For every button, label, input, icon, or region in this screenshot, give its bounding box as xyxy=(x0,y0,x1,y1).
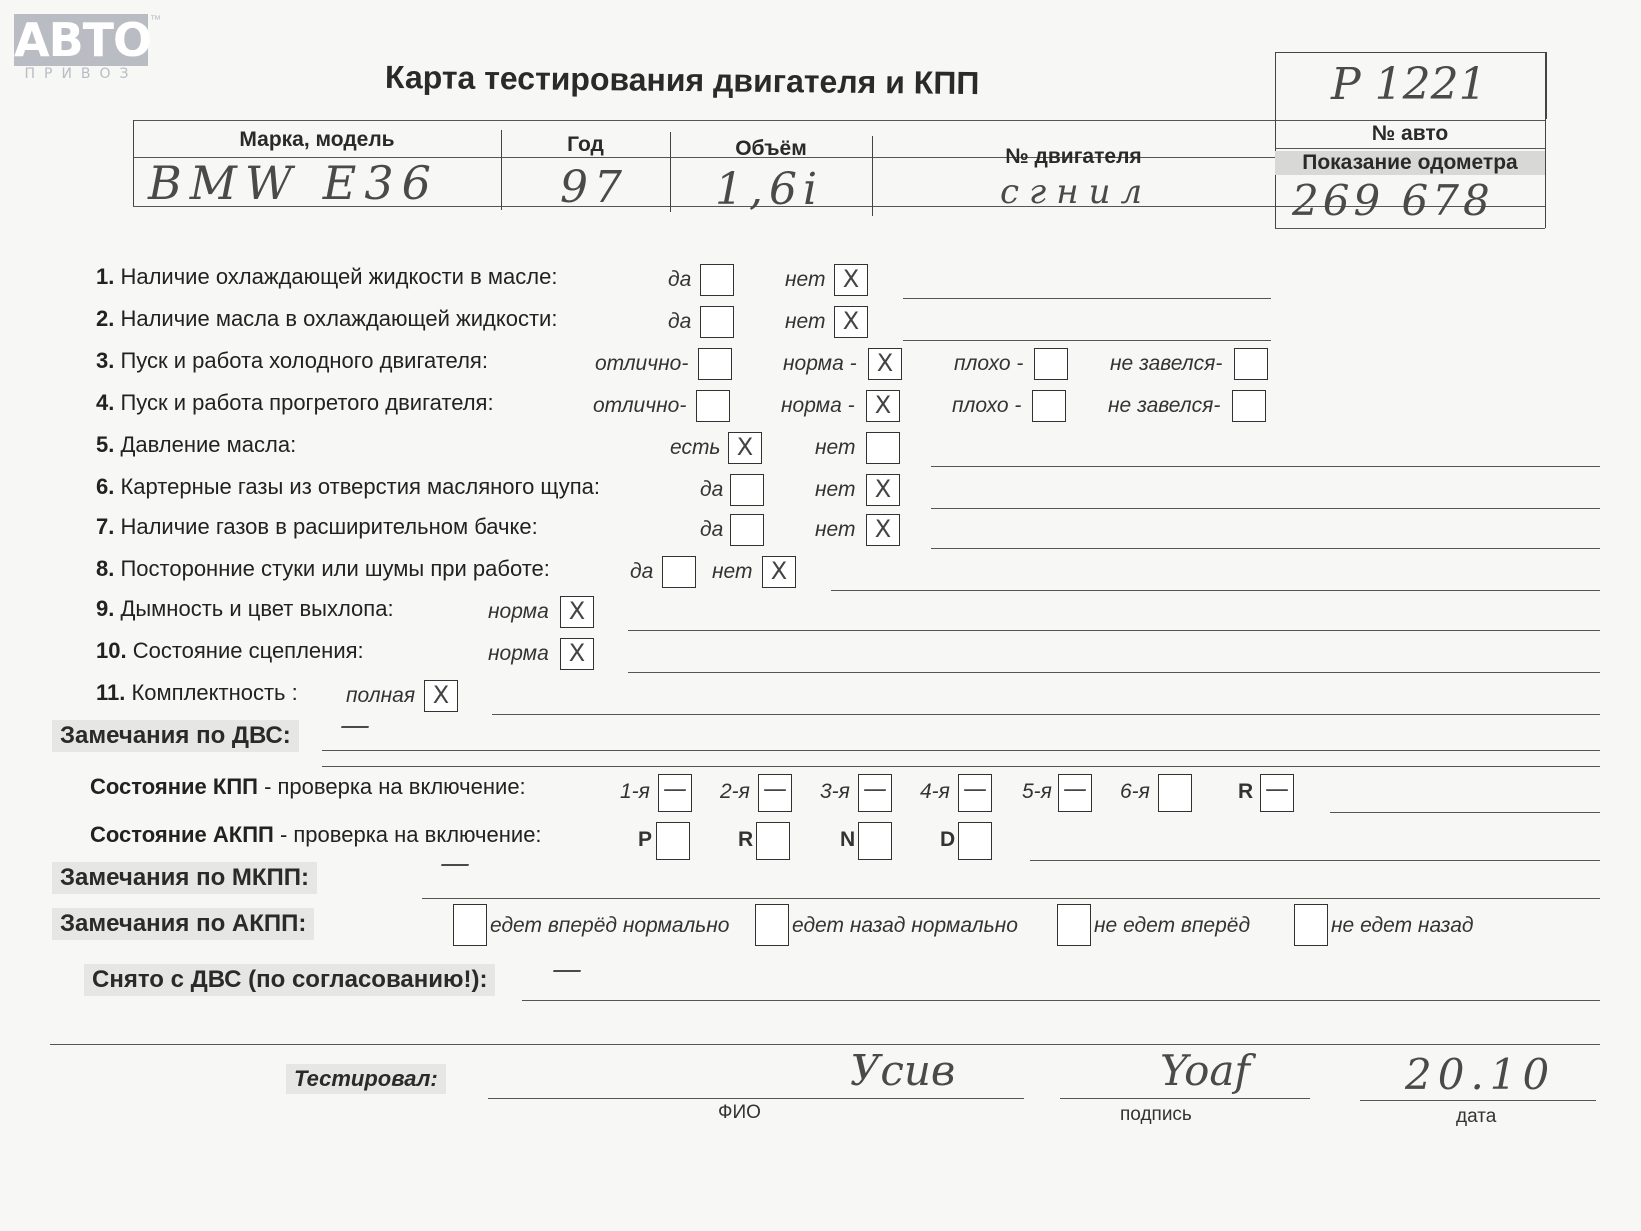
remarks-mkpp-value: — xyxy=(440,846,470,881)
logo-subtitle: ПРИВОЗ xyxy=(24,66,138,82)
item-text: Давление масла: xyxy=(120,432,297,457)
remarks-line xyxy=(903,340,1271,341)
date-caption: дата xyxy=(1456,1106,1497,1127)
option-checkbox[interactable] xyxy=(700,264,734,296)
option-checkbox[interactable] xyxy=(700,306,734,338)
gear-checkbox[interactable]: — xyxy=(858,774,892,812)
option-label: норма xyxy=(488,642,549,665)
gear-label: 5-я xyxy=(1022,780,1052,803)
item-number: 9. xyxy=(96,596,121,621)
year-value: 97 xyxy=(560,162,628,213)
remarks-line xyxy=(931,508,1600,509)
remarks-line xyxy=(931,548,1600,549)
item-text: Комплектность : xyxy=(131,680,298,705)
gear-label: 1-я xyxy=(620,780,650,803)
col-make-header: Марка, модель xyxy=(239,128,395,151)
option-checkbox[interactable]: X xyxy=(868,348,902,380)
gear-checkbox[interactable]: — xyxy=(1260,774,1294,812)
mode-label: N xyxy=(840,828,856,851)
remarks-dvs-label: Замечания по ДВС: xyxy=(52,720,299,752)
mode-checkbox[interactable] xyxy=(756,822,790,860)
item-number: 7. xyxy=(96,514,121,539)
checklist-item-label xyxy=(96,638,364,664)
checklist-item-label xyxy=(96,596,394,622)
gear-checkbox[interactable]: — xyxy=(958,774,992,812)
option-checkbox[interactable]: X xyxy=(762,556,796,588)
option-label: отлично- xyxy=(593,394,687,417)
mode-checkbox[interactable] xyxy=(858,822,892,860)
akpp-label xyxy=(90,822,542,848)
option-checkbox[interactable]: X xyxy=(560,638,594,670)
akpp-remark-checkbox[interactable] xyxy=(1294,904,1328,946)
remarks-line xyxy=(831,590,1600,591)
option-checkbox[interactable] xyxy=(1034,348,1068,380)
akpp-remark-label: едет вперёд нормально xyxy=(490,914,730,937)
gear-checkbox[interactable] xyxy=(1158,774,1192,812)
option-checkbox[interactable] xyxy=(730,514,764,546)
akpp-remark-label: едет назад нормально xyxy=(792,914,1018,937)
option-checkbox[interactable]: X xyxy=(424,680,458,712)
option-label: плохо - xyxy=(954,352,1024,375)
option-label: полная xyxy=(346,684,416,707)
akpp-label-rest: - проверка на включение: xyxy=(273,822,542,847)
akpp-remark-checkbox[interactable] xyxy=(453,904,487,946)
option-label: нет xyxy=(712,560,753,583)
make-value: BMW E36 xyxy=(148,156,439,210)
gear-label: 2-я xyxy=(720,780,750,803)
option-label: норма xyxy=(488,600,549,623)
remarks-akpp-label: Замечания по АКПП: xyxy=(52,908,314,940)
option-label: норма - xyxy=(781,394,855,417)
option-label: нет xyxy=(785,310,826,333)
option-label: да xyxy=(700,478,724,501)
mode-label: P xyxy=(638,828,653,851)
col-engine-no-header: № двигателя xyxy=(1005,145,1142,168)
option-label: норма - xyxy=(783,352,857,375)
remarks-line xyxy=(628,630,1600,631)
auto-number-box xyxy=(1275,52,1547,119)
remarks-line xyxy=(903,298,1271,299)
option-checkbox[interactable] xyxy=(698,348,732,380)
kpp-label-bold: Состояние КПП xyxy=(90,774,258,799)
item-number: 8. xyxy=(96,556,121,581)
option-label: да xyxy=(630,560,654,583)
option-label: не завелся- xyxy=(1110,352,1223,375)
col-year-header: Год xyxy=(567,133,604,156)
option-checkbox[interactable] xyxy=(696,390,730,422)
checklist-item-label xyxy=(96,680,298,706)
option-checkbox[interactable] xyxy=(866,432,900,464)
removed-label: Снято с ДВС (по согласованию!): xyxy=(84,964,495,996)
engine-no-value: сгнил xyxy=(1000,172,1153,212)
option-label: нет xyxy=(815,436,856,459)
option-label: плохо - xyxy=(952,394,1022,417)
gear-checkbox[interactable]: — xyxy=(658,774,692,812)
mode-checkbox[interactable] xyxy=(958,822,992,860)
signature-value: Yoaf xyxy=(1160,1046,1250,1095)
remarks-dvs-line-2 xyxy=(322,766,1600,767)
option-checkbox[interactable]: X xyxy=(834,264,868,296)
date-value: 20.10 xyxy=(1405,1050,1556,1099)
akpp-remark-label: не едет назад xyxy=(1331,914,1474,937)
odometer-value: 269 678 xyxy=(1292,176,1494,225)
trademark-mark: ™ xyxy=(150,14,161,26)
option-label: да xyxy=(668,310,692,333)
checklist-item-label xyxy=(96,514,538,540)
option-checkbox[interactable] xyxy=(662,556,696,588)
item-text: Дымность и цвет выхлопа: xyxy=(120,596,394,621)
option-checkbox[interactable]: X xyxy=(866,514,900,546)
checklist-item-label xyxy=(96,264,557,290)
fio-value: Усив xyxy=(850,1046,956,1095)
checklist-item-label xyxy=(96,556,550,582)
item-number: 10. xyxy=(96,638,133,663)
auto-number-value: P 1221 xyxy=(1331,59,1487,110)
mode-checkbox[interactable] xyxy=(656,822,690,860)
item-number: 3. xyxy=(96,348,121,373)
mode-label: D xyxy=(940,828,956,851)
tested-label: Тестировал: xyxy=(286,1064,446,1094)
remarks-mkpp-label: Замечания по МКПП: xyxy=(52,862,317,894)
fio-caption: ФИО xyxy=(718,1102,761,1123)
remarks-dvs-line xyxy=(322,750,1600,751)
akpp-remark-checkbox[interactable] xyxy=(755,904,789,946)
signature-caption: подпись xyxy=(1120,1104,1192,1125)
gear-checkbox[interactable]: — xyxy=(758,774,792,812)
gear-checkbox[interactable]: — xyxy=(1058,774,1092,812)
kpp-label-rest: - проверка на включение: xyxy=(257,774,526,799)
removed-value: — xyxy=(552,952,582,987)
option-checkbox[interactable]: X xyxy=(834,306,868,338)
item-text: Состояние сцепления: xyxy=(132,638,364,663)
checklist-item-label xyxy=(96,474,600,500)
option-checkbox[interactable]: X xyxy=(866,390,900,422)
item-text: Пуск и работа прогретого двигателя: xyxy=(120,390,494,415)
option-label: да xyxy=(700,518,724,541)
option-checkbox[interactable]: X xyxy=(728,432,762,464)
akpp-label-bold: Состояние АКПП xyxy=(90,822,274,847)
mode-label: R xyxy=(738,828,754,851)
item-text: Наличие газов в расширительном бачке: xyxy=(120,514,538,539)
remarks-dvs-value: — xyxy=(340,708,370,743)
option-label: нет xyxy=(815,478,856,501)
remarks-line xyxy=(931,466,1600,467)
option-checkbox[interactable] xyxy=(730,474,764,506)
option-checkbox[interactable]: X xyxy=(560,596,594,628)
option-checkbox[interactable] xyxy=(1232,390,1266,422)
item-number: 2. xyxy=(96,306,121,331)
item-number: 4. xyxy=(96,390,121,415)
gear-label: R xyxy=(1238,780,1254,803)
option-label: нет xyxy=(815,518,856,541)
checklist-item-label xyxy=(96,390,494,416)
col-odometer-header: Показание одометра xyxy=(1275,151,1545,175)
checklist-item-label xyxy=(96,348,488,374)
item-text: Пуск и работа холодного двигателя: xyxy=(120,348,488,373)
akpp-remark-label: не едет вперёд xyxy=(1094,914,1251,937)
option-label: нет xyxy=(785,268,826,291)
logo: АВТО xyxy=(14,13,152,67)
option-label: не завелся- xyxy=(1108,394,1221,417)
remarks-line xyxy=(628,672,1600,673)
item-number: 5. xyxy=(96,432,121,457)
option-label: да xyxy=(668,268,692,291)
volume-value: 1,6i xyxy=(715,164,824,215)
item-number: 6. xyxy=(96,474,121,499)
option-checkbox[interactable] xyxy=(1234,348,1268,380)
option-label: есть xyxy=(670,436,721,459)
option-checkbox[interactable] xyxy=(1032,390,1066,422)
col-auto-no-header: № авто xyxy=(1371,122,1449,145)
item-text: Посторонние стуки или шумы при работе: xyxy=(120,556,550,581)
gear-label: 6-я xyxy=(1120,780,1150,803)
checklist-item-label xyxy=(96,306,557,332)
item-text: Наличие масла в охлаждающей жидкости: xyxy=(120,306,558,331)
item-text: Наличие охлаждающей жидкости в масле: xyxy=(120,264,558,289)
item-number: 11. xyxy=(96,680,132,705)
gear-label: 4-я xyxy=(920,780,950,803)
col-volume-header: Объём xyxy=(735,137,807,160)
item-number: 1. xyxy=(96,264,121,289)
checklist-item-label xyxy=(96,432,296,458)
gear-label: 3-я xyxy=(820,780,850,803)
kpp-label xyxy=(90,774,526,800)
page-title: Карта тестирования двигателя и КПП xyxy=(384,58,980,102)
option-label: отлично- xyxy=(595,352,689,375)
remarks-line xyxy=(492,714,1600,715)
item-text: Картерные газы из отверстия масляного щупа: xyxy=(120,474,601,499)
option-checkbox[interactable]: X xyxy=(866,474,900,506)
akpp-remark-checkbox[interactable] xyxy=(1057,904,1091,946)
